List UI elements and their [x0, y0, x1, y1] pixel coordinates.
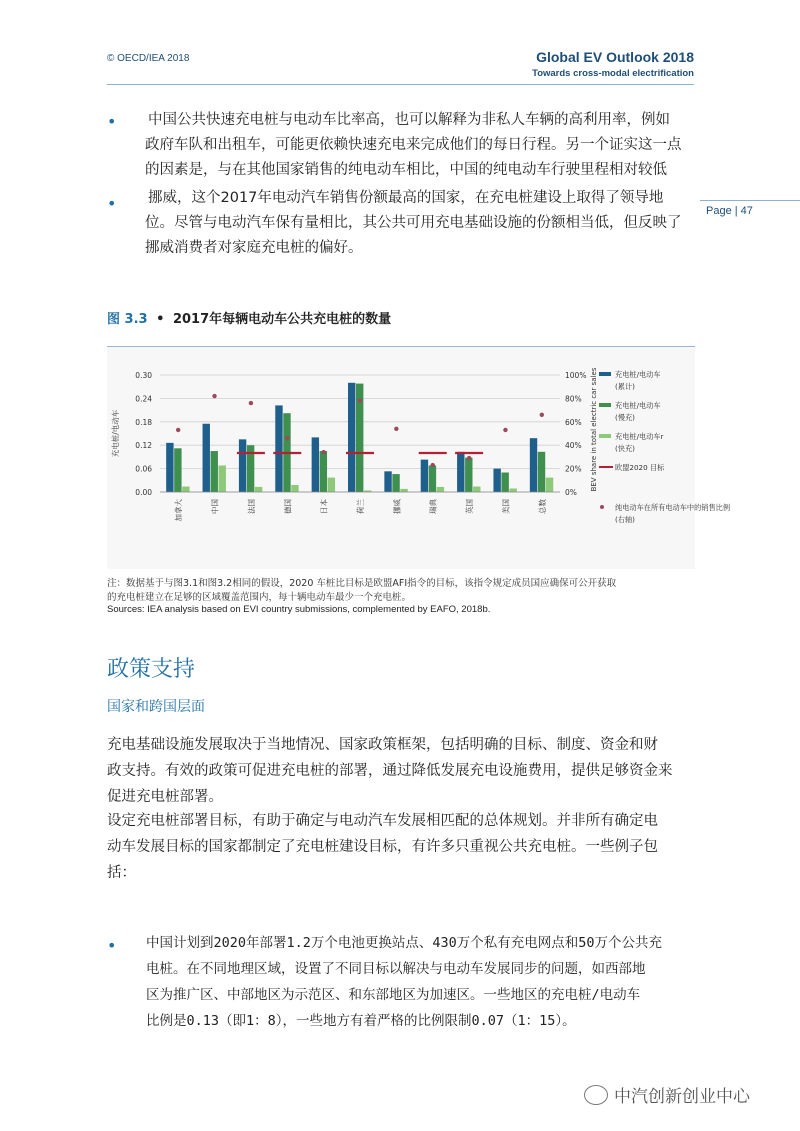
bar — [211, 451, 218, 492]
bar — [291, 485, 298, 492]
text-line: 设定充电桩部署目标，有助于确定与电动汽车发展相匹配的总体规划。并非所有确定电 — [107, 813, 658, 829]
section-heading: 政策支持 — [107, 657, 196, 682]
bar — [348, 383, 355, 492]
page-number: Page | 47 — [706, 205, 753, 217]
text-line: 挪威消费者对家庭充电桩的偏好。 — [145, 240, 363, 256]
text-line: 动车发展目标的国家都制定了充电桩建设目标，有许多只重视公共充电桩。一些例子包 — [107, 839, 658, 855]
y-tick-label: 0.24 — [135, 394, 152, 404]
x-tick-label: 英国 — [465, 499, 475, 514]
bar — [457, 452, 464, 492]
y2-tick-label: 60% — [565, 417, 582, 427]
text-line: 政府车队和出租车，可能更依赖快速充电来完成他们的每日行程。另一个证实这一点 — [145, 137, 682, 153]
bar — [275, 405, 282, 492]
bar — [392, 474, 399, 492]
y-tick-label: 0.00 — [135, 488, 152, 497]
bar — [501, 473, 508, 493]
bar — [182, 487, 189, 492]
text-line: 中国计划到2020年部署1.2万个电池更换站点、430万个私有充电网点和50万个公共充 — [146, 935, 663, 951]
bar — [203, 424, 210, 492]
y2-tick-label: 100% — [565, 371, 587, 380]
bev-share-point — [285, 436, 289, 440]
text-line: 的因素是，与在其他国家销售的纯电动车相比，中国的纯电动车行驶里程相对较低 — [145, 162, 667, 178]
header-title: Global EV Outlook 2018 — [536, 49, 694, 65]
header-divider — [107, 84, 694, 85]
legend-swatch — [599, 403, 611, 407]
y-axis-label: 充电桩/电动车 — [111, 409, 120, 458]
bar — [509, 488, 516, 492]
y-tick-label: 0.18 — [135, 417, 152, 427]
legend-label: (右轴) — [615, 515, 635, 524]
legend-label: 纯电动车在所有电动车中的销售比例 — [615, 503, 731, 512]
text-line: 电桩。在不同地理区域，设置了不同目标以解决与电动车发展同步的问题，如西部地 — [146, 961, 646, 977]
figure-sources: Sources: IEA analysis based on EVI country submissions, complemented by EAFO, 2018b. — [107, 604, 491, 615]
header-subtitle: Towards cross-modal electrification — [532, 68, 694, 79]
bev-share-point — [431, 463, 435, 467]
bar — [429, 465, 436, 492]
page-rule — [700, 200, 800, 201]
bev-share-point — [503, 428, 507, 432]
legend-label: 充电桩/电动车 — [615, 370, 661, 379]
y-tick-label: 0.06 — [135, 464, 152, 474]
figure-number: 图 3.3 — [107, 312, 148, 327]
bullet-icon: • — [107, 194, 117, 213]
bar — [312, 437, 319, 492]
y-tick-label: 0.12 — [135, 441, 152, 451]
bar — [255, 487, 262, 492]
bar — [384, 471, 391, 492]
bar — [219, 465, 226, 492]
x-tick-label: 加拿大 — [174, 499, 184, 522]
x-tick-label: 德国 — [283, 499, 293, 514]
y2-tick-label: 40% — [565, 441, 582, 451]
bar — [320, 451, 327, 492]
legend-label: (慢充) — [615, 413, 635, 422]
text-line: 位。尽管与电动汽车保有量相比，其公共可用充电基础设施的份额相当低，但反映了 — [145, 215, 682, 231]
y2-axis-label: BEV share in total electric car sales — [590, 367, 598, 492]
bev-share-point — [540, 413, 544, 417]
bev-share-point — [321, 450, 325, 454]
bev-share-point — [467, 456, 471, 460]
bullet-icon: • — [107, 112, 117, 131]
bullet-norway — [145, 186, 682, 261]
legend-swatch — [599, 434, 611, 438]
legend-label: 充电桩/电动车r — [615, 432, 664, 441]
paragraph-targets — [107, 808, 658, 886]
bar — [473, 487, 480, 492]
x-tick-label: 挪威 — [392, 499, 402, 514]
bullet-china-fast-charging — [145, 108, 682, 183]
watermark: 中汽创新创业中心 — [614, 1087, 750, 1107]
bev-share-point — [249, 401, 253, 405]
bullet-china-plan — [146, 930, 662, 1034]
bullet-icon: • — [107, 936, 117, 955]
bar — [493, 469, 500, 492]
y-tick-label: 0.30 — [135, 371, 152, 380]
x-tick-label: 中国 — [210, 499, 220, 514]
text-line: 充电基础设施发展取决于当地情况、国家政策框架，包括明确的目标、制度、资金和财 — [107, 737, 658, 753]
bev-share-point — [212, 394, 216, 398]
legend-label: 欧盟2020 目标 — [615, 463, 665, 472]
text-line: 政支持。有效的政策可促进充电桩的部署，通过降低发展充电设施费用，提供足够资金来 — [107, 763, 673, 779]
x-tick-label: 总数 — [537, 499, 547, 514]
bar — [400, 489, 407, 492]
header-copyright: © OECD/IEA 2018 — [107, 53, 190, 64]
figure-bullet: • — [156, 312, 165, 327]
figure-title — [107, 308, 391, 327]
legend-label: (快充) — [615, 444, 635, 453]
bar — [465, 458, 472, 492]
text-line: 区为推广区、中部地区为示范区、和东部地区为加速区。一些地区的充电桩/电动车 — [146, 987, 641, 1003]
bar — [538, 452, 545, 492]
x-tick-label: 美国 — [501, 499, 511, 514]
x-tick-label: 法国 — [246, 499, 256, 514]
bar — [166, 443, 173, 492]
bev-share-point — [358, 399, 362, 403]
figure-note-line2: 的充电桩建立在足够的区域覆盖范围内，每十辆电动车最少一个充电桩。 — [107, 592, 412, 603]
legend-label: 充电桩/电动车 — [615, 401, 661, 410]
y2-tick-label: 80% — [565, 394, 582, 404]
text-line: 挪威，这个2017年电动汽车销售份额最高的国家，在充电桩建设上取得了领导地 — [148, 190, 664, 206]
figure-caption: 2017年每辆电动车公共充电桩的数量 — [172, 312, 392, 327]
bev-share-point — [394, 427, 398, 431]
legend-swatch — [599, 372, 611, 376]
figure-note-line1: 注：数据基于与图3.1和图3.2相同的假设，2020 车桩比目标是欧盟AFI指令的目标，该指令规定成员国应确保可公开获取 — [107, 578, 617, 589]
bar — [546, 478, 553, 492]
legend-label: (累计) — [615, 382, 635, 391]
wechat-icon — [584, 1085, 608, 1105]
x-tick-label: 荷兰 — [356, 499, 365, 514]
paragraph-infrastructure — [107, 732, 673, 810]
x-tick-label: 日本 — [319, 499, 329, 514]
bar — [174, 448, 181, 492]
bar — [328, 478, 335, 492]
text-line: 中国公共快速充电桩与电动车比率高，也可以解释为非私人车辆的高利用率，例如 — [148, 112, 670, 128]
text-line: 括： — [107, 865, 136, 881]
y2-tick-label: 0% — [565, 488, 577, 497]
bar — [530, 438, 537, 492]
chart — [107, 347, 731, 569]
x-tick-label: 瑞典 — [428, 499, 438, 514]
text-line: 促进充电桩部署。 — [107, 789, 223, 805]
legend-swatch — [600, 505, 604, 509]
bar — [421, 460, 428, 492]
bar — [239, 439, 246, 492]
subsection-heading: 国家和跨国层面 — [107, 699, 205, 715]
y2-tick-label: 20% — [565, 464, 582, 474]
bar — [437, 487, 444, 492]
bev-share-point — [176, 428, 180, 432]
text-line: 比例是0.13（即1：8），一些地方有着严格的比例限制0.07（1：15）。 — [146, 1013, 576, 1029]
